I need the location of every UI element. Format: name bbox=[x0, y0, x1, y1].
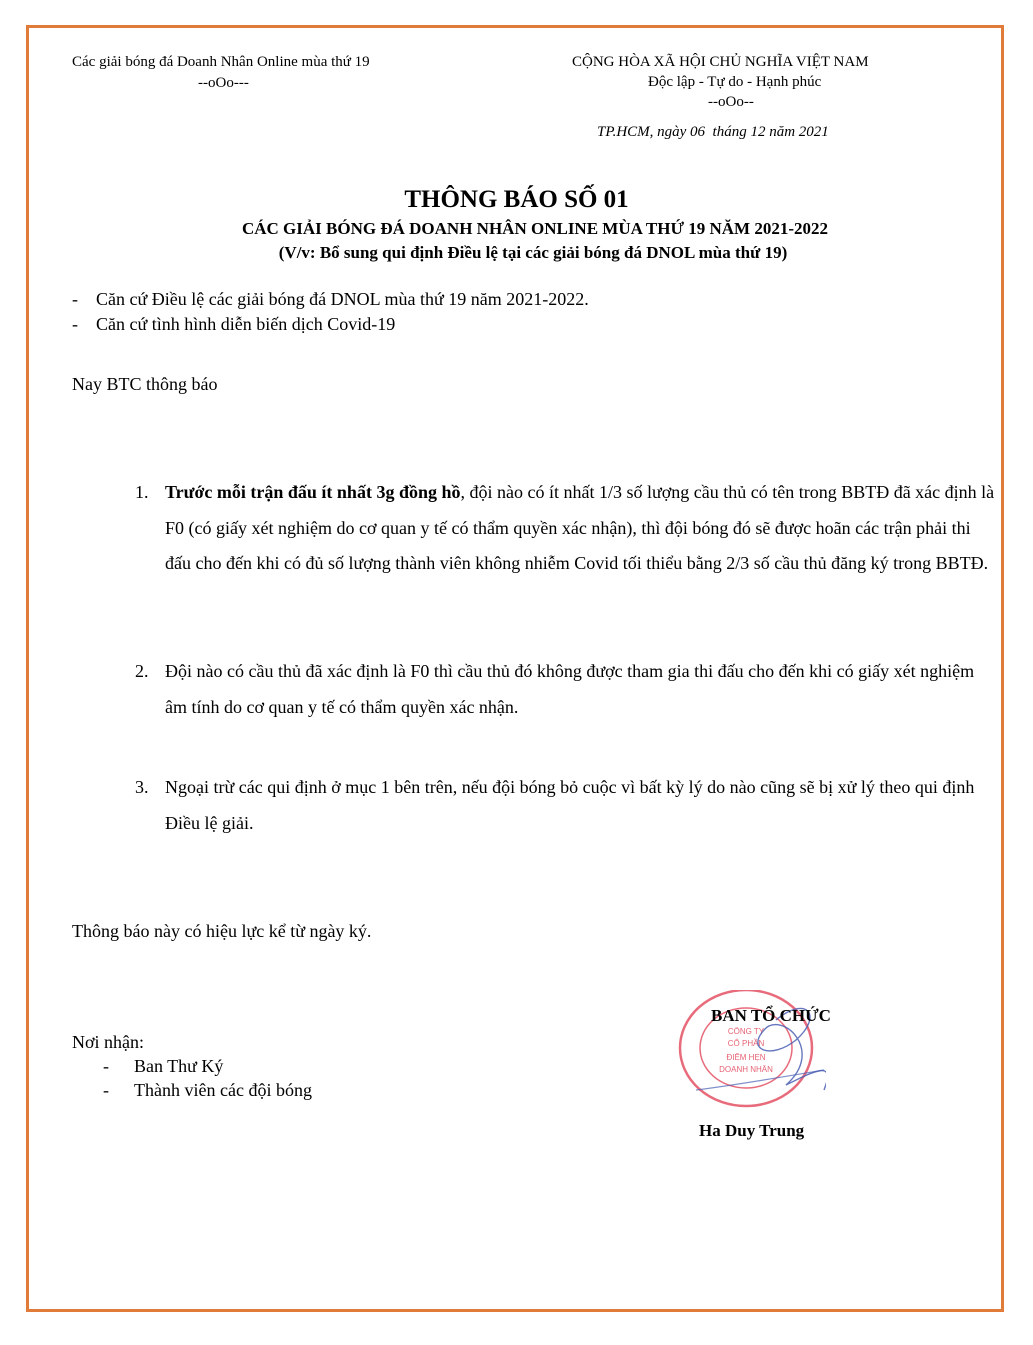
item-text bbox=[165, 475, 995, 582]
item-text bbox=[165, 770, 995, 841]
basis-item: Căn cứ Điều lệ các giải bóng đá DNOL mùa thứ 19 năm 2021-2022. bbox=[96, 289, 589, 309]
item-body-text: Ngoại trừ các qui định ở mục 1 bên trên, nếu đội bóng bỏ cuộc vì bất kỳ lý do nào cũng sẽ bị xử lý theo qui định Điều lệ giải. bbox=[165, 777, 975, 833]
motto-separator: --oOo-- bbox=[708, 94, 754, 110]
svg-text:ĐIỂM HẸN: ĐIỂM HẸN bbox=[726, 1053, 766, 1062]
recipients-label: Nơi nhận: bbox=[72, 1032, 145, 1052]
intro-text: Nay BTC thông báo bbox=[72, 374, 218, 394]
item-text bbox=[165, 654, 995, 725]
item-bold-text: Trước mỗi trận đấu ít nhất 3g đồng hồ bbox=[165, 482, 461, 502]
document-subtitle: CÁC GIẢI BÓNG ĐÁ DOANH NHÂN ONLINE MÙA THỨ 19 NĂM 2021-2022 bbox=[241, 219, 829, 238]
document-regarding: (V/v: Bổ sung qui định Điều lệ tại các giải bóng đá DNOL mùa thứ 19) bbox=[278, 243, 788, 262]
recipient-bullet: - bbox=[103, 1080, 109, 1100]
item-body-text: , đội nào có ít nhất 1/3 số lượng cầu thủ có tên trong BBTĐ đã xác định là F0 (có giấy xét nghiệm do cơ quan y tế có thẩm quyền xác nhận), thì đội bóng đó sẽ được hoãn các trận phải thi đấu cho đến khi có đủ số lượng thành viên không nhiễm Covid tối thiểu bằng 2/3 số cầu thủ đăng ký trong BBTĐ. bbox=[165, 482, 995, 573]
org-name: Các giải bóng đá Doanh Nhân Online mùa thứ 19 bbox=[72, 54, 370, 70]
effective-statement: Thông báo này có hiệu lực kể từ ngày ký. bbox=[72, 921, 372, 941]
nation-name: CỘNG HÒA XÃ HỘI CHỦ NGHĨA VIỆT NAM bbox=[572, 54, 869, 70]
item-number: 3. bbox=[135, 777, 149, 797]
item-number: 2. bbox=[135, 661, 149, 681]
svg-text:DOANH NHÂN: DOANH NHÂN bbox=[719, 1065, 773, 1074]
recipient-bullet: - bbox=[103, 1056, 109, 1076]
signer-name: Ha Duy Trung bbox=[699, 1121, 805, 1140]
svg-text:CỔ PHẦN: CỔ PHẦN bbox=[727, 1039, 765, 1048]
document-title: THÔNG BÁO SỐ 01 bbox=[404, 186, 629, 213]
item-body-text: Đội nào có cầu thủ đã xác định là F0 thì cầu thủ đó không được tham gia thi đấu cho đến khi có giấy xét nghiệm âm tính do cơ quan y tế có thẩm quyền xác nhận. bbox=[165, 661, 975, 717]
basis-bullet: - bbox=[72, 314, 78, 334]
svg-text:CÔNG TY: CÔNG TY bbox=[727, 1027, 765, 1036]
recipient-item: Thành viên các đội bóng bbox=[134, 1080, 312, 1100]
recipient-item: Ban Thư Ký bbox=[134, 1056, 224, 1076]
motto: Độc lập - Tự do - Hạnh phúc bbox=[648, 74, 822, 90]
place-date: TP.HCM, ngày 06 tháng 12 năm 2021 bbox=[597, 124, 829, 140]
stamp-title: BAN TỔ CHỨC bbox=[711, 1006, 831, 1025]
item-number: 1. bbox=[135, 482, 149, 502]
basis-bullet: - bbox=[72, 289, 78, 309]
basis-item: Căn cứ tình hình diễn biến dịch Covid-19 bbox=[96, 314, 396, 334]
org-separator: --oOo--- bbox=[198, 75, 249, 91]
